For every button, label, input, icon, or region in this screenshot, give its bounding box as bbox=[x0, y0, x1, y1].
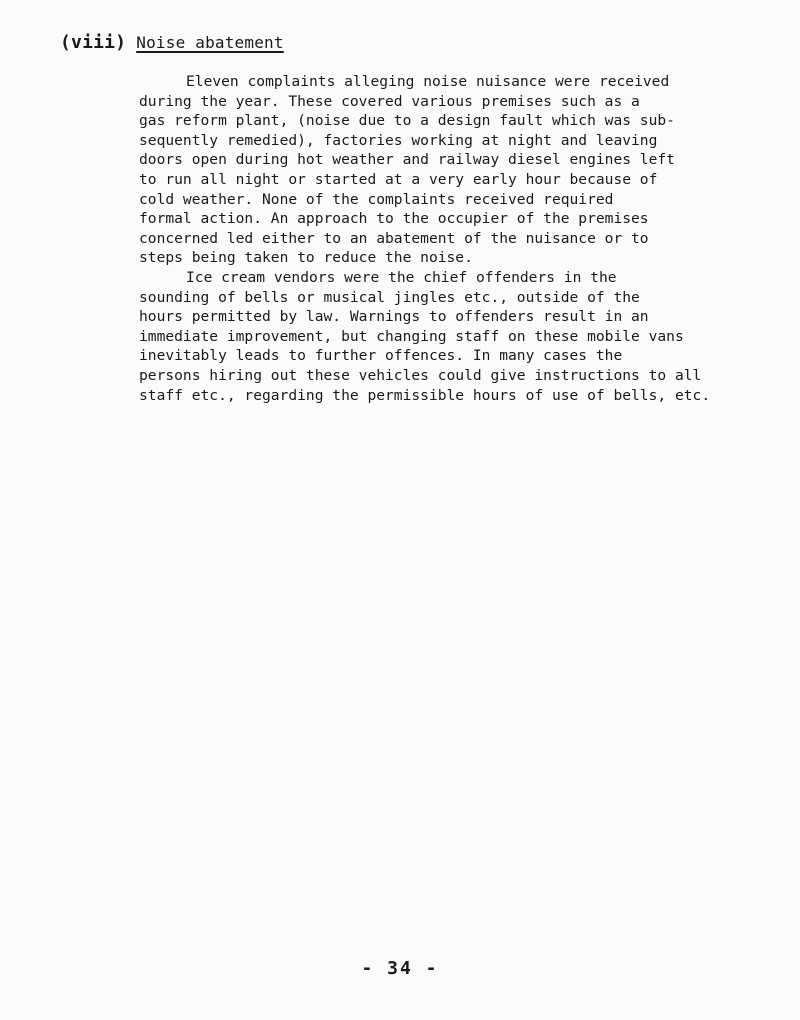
text-line: inevitably leads to further offences. In many cases the bbox=[139, 347, 623, 365]
section-heading bbox=[60, 32, 284, 53]
text-line: during the year. These covered various premises such as a bbox=[139, 92, 640, 110]
page-number: - 34 - bbox=[361, 958, 439, 979]
text-line: to run all night or started at a very early hour because of bbox=[139, 170, 658, 188]
text-line: hours permitted by law. Warnings to offenders result in an bbox=[139, 308, 649, 326]
text-line: Eleven complaints alleging noise nuisance were received bbox=[186, 73, 670, 90]
text-line: sounding of bells or musical jingles etc., outside of the bbox=[139, 288, 640, 306]
text-line: concerned led either to an abatement of the nuisance or to bbox=[139, 229, 649, 247]
section-title: Noise abatement bbox=[136, 33, 284, 52]
text-line: Ice cream vendors were the chief offenders in the bbox=[186, 269, 617, 286]
text-line: sequently remedied), factories working at night and leaving bbox=[139, 131, 658, 149]
text-line: persons hiring out these vehicles could give instructions to all bbox=[139, 366, 702, 384]
section-number: (viii) bbox=[60, 32, 127, 53]
paragraph-ice-cream-vendors bbox=[139, 268, 779, 405]
text-line: immediate improvement, but changing staff on these mobile vans bbox=[139, 327, 684, 345]
text-line: staff etc., regarding the permissible hours of use of bells, etc. bbox=[139, 386, 711, 404]
text-line: doors open during hot weather and railway diesel engines left bbox=[139, 151, 675, 169]
text-line: gas reform plant, (noise due to a design fault which was sub- bbox=[139, 112, 675, 130]
paragraph-complaints bbox=[139, 72, 779, 268]
text-line: steps being taken to reduce the noise. bbox=[139, 249, 473, 267]
text-line: formal action. An approach to the occupier of the premises bbox=[139, 210, 649, 228]
text-line: cold weather. None of the complaints received required bbox=[139, 190, 614, 208]
